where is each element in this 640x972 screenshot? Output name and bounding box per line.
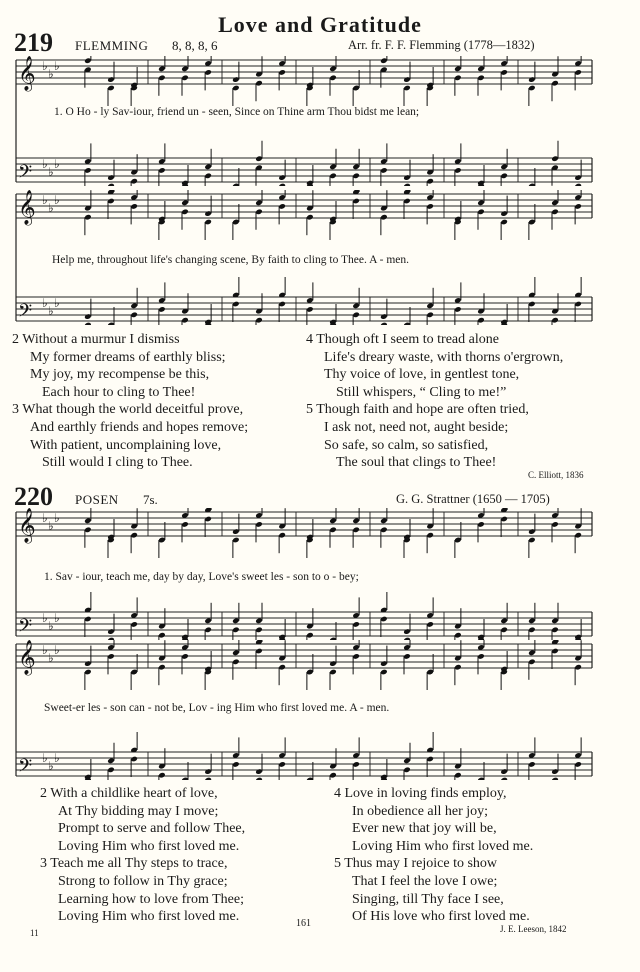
verse-line: 5 Though faith and hope are often tried, (306, 402, 529, 418)
flat-sign-icon: ♭ (42, 157, 48, 171)
page-number: 161 (296, 918, 311, 929)
flat-sign-icon: ♭ (54, 59, 60, 73)
flat-sign-icon: ♭ (48, 651, 54, 665)
verses-left (40, 785, 245, 926)
treble-clef-icon: 𝄞 (18, 190, 36, 225)
verse-line: Ever new that joy will be, (352, 821, 497, 837)
signature-mark: 11 (30, 928, 39, 938)
verse-line: Singing, till Thy face I see, (352, 891, 504, 907)
verses-left (12, 331, 248, 472)
meter: 7s. (143, 492, 158, 507)
verse-line: 2 With a childlike heart of love, (40, 786, 218, 801)
verse-line: Still would I cling to Thee. (42, 455, 193, 471)
flat-sign-icon: ♭ (42, 59, 48, 73)
flat-sign-icon: ♭ (54, 643, 60, 657)
verse-line: 2 Without a murmur I dismiss (12, 332, 180, 347)
flat-sign-icon: ♭ (42, 751, 48, 765)
author-credit: C. Elliott, 1836 (528, 470, 584, 480)
flat-sign-icon: ♭ (54, 751, 60, 765)
verse-line: And earthly friends and hopes remove; (30, 419, 249, 435)
verse-line: Learning how to love from Thee; (58, 891, 244, 907)
note-head (500, 777, 508, 780)
bass-clef-icon: 𝄢 (18, 616, 33, 640)
verse-line: I ask not, need not, aught beside; (324, 419, 509, 435)
bass-clef-icon: 𝄢 (18, 162, 33, 186)
tune-name: POSEN (75, 492, 119, 507)
flat-sign-icon: ♭ (42, 296, 48, 310)
note-head (255, 777, 263, 780)
verse-line: 3 What though the world deceitful prove, (12, 402, 244, 418)
verse-line: Each hour to cling to Thee! (42, 384, 196, 400)
verse-line: The soul that clings to Thee! (336, 455, 497, 471)
note-head (278, 183, 286, 186)
composer-credit: G. G. Strattner (1650 — 1705) (396, 492, 550, 506)
flat-sign-icon: ♭ (54, 193, 60, 207)
lyric-line: Help me, throughout life's changing scene, By faith to cling to Thee. A - men. (52, 254, 410, 266)
verse-line: Of His love who first loved me. (352, 909, 530, 925)
lyric-line: Sweet-er les - son can - not be, Lov - ing Him who first loved me. A - men. (44, 702, 390, 714)
flat-sign-icon: ♭ (48, 165, 54, 179)
verse-line: My joy, my recompense be this, (30, 367, 210, 383)
lyric-line: 1. O Ho - ly Sav-iour, friend un - seen, Since on Thine arm Thou bidst me lean; (54, 106, 420, 118)
flat-sign-icon: ♭ (48, 67, 54, 81)
flat-sign-icon: ♭ (42, 511, 48, 525)
verse-line: 4 Though oft I seem to tread alone (306, 332, 499, 347)
note-head (551, 777, 559, 780)
note-head (84, 322, 92, 325)
flat-sign-icon: ♭ (48, 304, 54, 318)
flat-sign-icon: ♭ (54, 157, 60, 171)
bass-clef-icon: 𝄢 (18, 301, 33, 325)
tune-name: FLEMMING (75, 38, 149, 53)
bass-clef-icon: 𝄢 (18, 756, 33, 780)
verses-right (306, 331, 563, 472)
verse-line: Loving Him who first loved me. (58, 838, 240, 854)
flat-sign-icon: ♭ (48, 519, 54, 533)
flat-sign-icon: ♭ (54, 611, 60, 625)
verse-line: So safe, so calm, so satisfied, (324, 437, 489, 453)
flat-sign-icon: ♭ (48, 759, 54, 773)
page-title: Love and Gratitude (218, 12, 422, 37)
music-system (10, 56, 600, 186)
verse-line: Prompt to serve and follow Thee, (58, 821, 246, 837)
verse-line: Loving Him who first loved me. (58, 909, 240, 925)
flat-sign-icon: ♭ (42, 611, 48, 625)
verse-line: Strong to follow in Thy grace; (58, 873, 228, 889)
verse-line: In obedience all her joy; (352, 803, 489, 819)
treble-clef-icon: 𝄞 (18, 508, 36, 543)
verse-line: Still whispers, “ Cling to me!” (336, 384, 507, 400)
meter: 8, 8, 8, 6 (172, 38, 218, 53)
lyric-line: 1. Sav - iour, teach me, day by day, Love's sweet les - son to o - bey; (44, 571, 359, 583)
note-head (204, 777, 212, 780)
verses-right (334, 785, 533, 926)
composer-credit: Arr. fr. F. F. Flemming (1778—1832) (348, 38, 535, 52)
note-head (403, 183, 411, 186)
flat-sign-icon: ♭ (42, 643, 48, 657)
verse-line: 5 Thus may I rejoice to show (334, 856, 498, 872)
flat-sign-icon: ♭ (48, 201, 54, 215)
verse-line: Life's dreary waste, with thorns o'ergrown, (324, 349, 564, 365)
verse-line: Thy voice of love, in gentlest tone, (324, 367, 520, 383)
verse-line: Loving Him who first loved me. (352, 838, 534, 854)
hymn-number: 219 (14, 28, 53, 57)
verse-line: 4 Love in loving finds employ, (334, 786, 507, 801)
flat-sign-icon: ♭ (42, 193, 48, 207)
verse-line: 3 Teach me all Thy steps to trace, (40, 856, 228, 872)
author-credit: J. E. Leeson, 1842 (500, 924, 567, 934)
verse-line: That I feel the love I owe; (352, 873, 498, 889)
verse-line: My former dreams of earthly bliss; (30, 349, 226, 365)
hymn-number: 220 (14, 482, 53, 511)
verse-line: With patient, uncomplaining love, (30, 437, 222, 453)
treble-clef-icon: 𝄞 (18, 640, 36, 675)
flat-sign-icon: ♭ (48, 619, 54, 633)
note-head (380, 322, 388, 325)
treble-clef-icon: 𝄞 (18, 56, 36, 91)
flat-sign-icon: ♭ (54, 296, 60, 310)
note-head (574, 183, 582, 186)
verse-line: At Thy bidding may I move; (58, 803, 219, 819)
note-head (107, 183, 115, 186)
flat-sign-icon: ♭ (54, 511, 60, 525)
